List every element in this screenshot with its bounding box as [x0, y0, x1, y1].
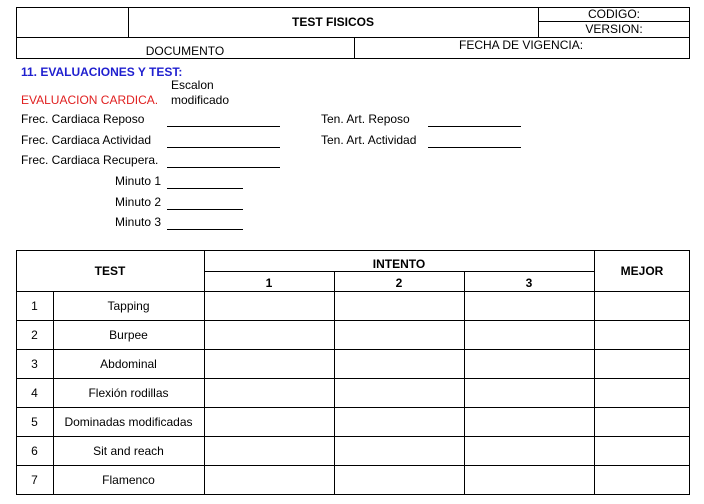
test-name: Sit and reach	[93, 444, 164, 458]
attempt-cell[interactable]	[465, 466, 594, 494]
minuto3-field[interactable]	[167, 229, 243, 230]
ta-actividad-label: Ten. Art. Actividad	[321, 133, 417, 147]
attempt-cell[interactable]	[465, 321, 594, 349]
attempt-cell[interactable]	[335, 292, 464, 320]
fc-actividad-label: Frec. Cardiaca Actividad	[21, 133, 152, 147]
row-number: 1	[31, 299, 38, 313]
attempt-cell[interactable]	[465, 350, 594, 378]
test-name: Tapping	[107, 299, 150, 313]
test-name: Flamenco	[102, 473, 155, 487]
attempt-cell[interactable]	[205, 379, 334, 407]
test-header: TEST	[94, 264, 126, 278]
test-name: Dominadas modificadas	[64, 415, 193, 429]
best-cell[interactable]	[595, 379, 690, 407]
best-cell[interactable]	[595, 321, 690, 349]
test-name: Burpee	[109, 328, 148, 342]
attempt-cell[interactable]	[335, 379, 464, 407]
attempt-cell[interactable]	[335, 466, 464, 494]
row-number: 6	[31, 444, 38, 458]
attempt-cell[interactable]	[465, 437, 594, 465]
minuto3-label: Minuto 3	[115, 215, 162, 229]
ta-reposo-field[interactable]	[428, 126, 521, 127]
attempt-cell[interactable]	[465, 408, 594, 436]
fc-actividad-field[interactable]	[167, 147, 280, 148]
attempt-cell[interactable]	[335, 321, 464, 349]
minuto1-label: Minuto 1	[115, 174, 162, 188]
intento-header: INTENTO	[372, 257, 426, 271]
attempt-cell[interactable]	[205, 408, 334, 436]
divider	[204, 271, 594, 272]
best-cell[interactable]	[595, 292, 690, 320]
attempt-cell[interactable]	[205, 466, 334, 494]
row-number: 7	[31, 473, 38, 487]
row-number: 3	[31, 357, 38, 371]
mejor-header: MEJOR	[620, 264, 664, 278]
fc-recupera-field[interactable]	[167, 167, 280, 168]
minuto1-field[interactable]	[167, 188, 243, 189]
fc-reposo-label: Frec. Cardiaca Reposo	[21, 112, 145, 126]
attempt-header: 3	[525, 276, 533, 290]
codigo-label: CODIGO:	[587, 7, 640, 21]
best-cell[interactable]	[595, 466, 690, 494]
minuto2-label: Minuto 2	[115, 195, 162, 209]
divider	[354, 37, 355, 59]
attempt-cell[interactable]	[335, 437, 464, 465]
section-title: 11. EVALUACIONES Y TEST:	[21, 65, 183, 79]
best-cell[interactable]	[595, 437, 690, 465]
row-number: 5	[31, 415, 38, 429]
attempt-cell[interactable]	[335, 350, 464, 378]
fecha-vigencia-label: FECHA DE VIGENCIA:	[459, 38, 584, 52]
divider	[16, 37, 690, 38]
fc-recupera-label: Frec. Cardiaca Recupera.	[21, 153, 159, 167]
attempt-header: 1	[265, 276, 273, 290]
attempt-header: 2	[395, 276, 403, 290]
minuto2-field[interactable]	[167, 209, 243, 210]
fc-reposo-field[interactable]	[167, 126, 280, 127]
test-name: Abdominal	[100, 357, 157, 371]
attempt-cell[interactable]	[205, 437, 334, 465]
best-cell[interactable]	[595, 408, 690, 436]
attempt-cell[interactable]	[205, 350, 334, 378]
test-name: Flexión rodillas	[88, 386, 169, 400]
ta-actividad-field[interactable]	[428, 147, 521, 148]
cardiac-evaluation-label: EVALUACION CARDICA.	[21, 93, 159, 107]
best-cell[interactable]	[595, 350, 690, 378]
document-title: TEST FISICOS	[291, 15, 374, 29]
attempt-cell[interactable]	[205, 292, 334, 320]
documento-label: DOCUMENTO	[145, 44, 225, 58]
attempt-cell[interactable]	[465, 292, 594, 320]
attempt-cell[interactable]	[465, 379, 594, 407]
attempt-cell[interactable]	[335, 408, 464, 436]
row-number: 2	[31, 328, 38, 342]
version-label: VERSION:	[585, 22, 643, 36]
ta-reposo-label: Ten. Art. Reposo	[321, 112, 410, 126]
attempt-cell[interactable]	[205, 321, 334, 349]
method-line2: modificado	[171, 93, 230, 107]
row-number: 4	[31, 386, 38, 400]
method-line1: Escalon	[171, 78, 214, 92]
